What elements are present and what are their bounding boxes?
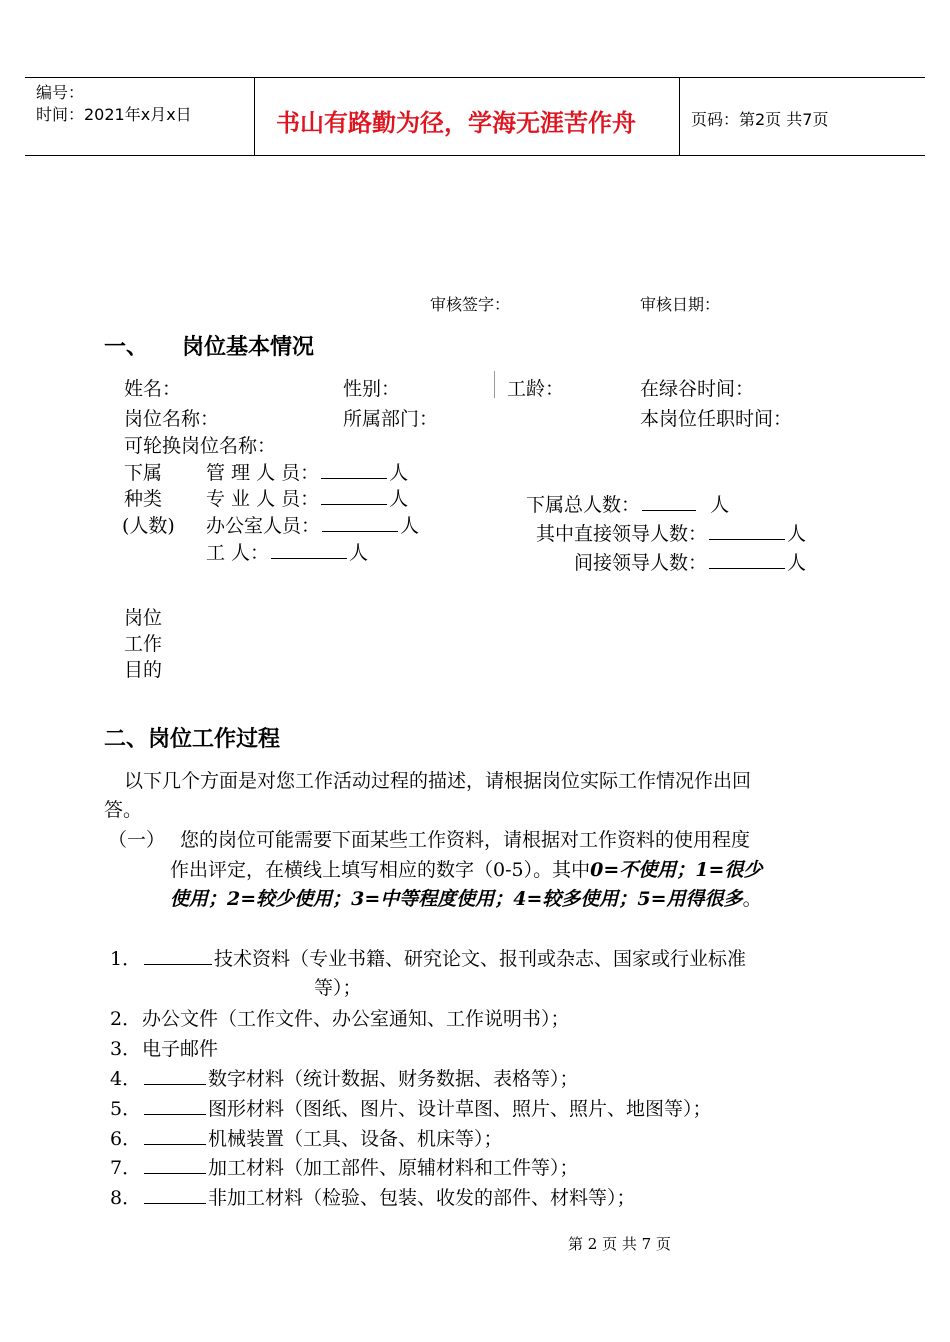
footer-page-number: 第 2 页 共 7 页 — [568, 1235, 671, 1253]
subsection-text-3-row — [170, 884, 762, 911]
professionals-label: 专 业 人 员： — [206, 488, 320, 510]
review-signature-label: 审核签字： — [430, 295, 511, 314]
indirect-row — [574, 548, 806, 575]
subsection-text-1: 您的岗位可能需要下面某些工作资料，请根据对工作资料的使用程度 — [180, 829, 751, 851]
scale-text-1: 0=不使用；1=很少 — [590, 859, 763, 881]
rating-blank-field[interactable] — [144, 1066, 206, 1085]
rating-blank-field[interactable] — [144, 1155, 206, 1174]
workers-count-field[interactable] — [271, 540, 347, 559]
professionals-row — [206, 484, 408, 511]
list-item-text: 机械装置（工具、设备、机床等）； — [208, 1128, 503, 1150]
purpose-label-2: 工作 — [124, 633, 163, 655]
list-item-text: 加工材料（加工部件、原辅材料和工件等）； — [208, 1157, 579, 1179]
list-item — [110, 1094, 712, 1121]
subordinate-label-3: (人数) — [122, 515, 175, 537]
direct-count-field[interactable] — [709, 521, 785, 540]
direct-row — [536, 519, 806, 546]
header-divider-left — [254, 77, 255, 155]
purpose-label-3: 目的 — [124, 659, 163, 681]
list-item-text: 非加工材料（检验、包装、收发的部件、材料等）； — [208, 1187, 636, 1209]
header-number-label: 编号： — [36, 83, 85, 102]
list-item — [110, 1064, 579, 1091]
rating-blank-field[interactable] — [144, 1096, 206, 1115]
purpose-label-1: 岗位 — [124, 607, 163, 629]
section2-title: 二、岗位工作过程 — [104, 727, 281, 752]
rating-blank-field[interactable] — [144, 946, 212, 965]
office-unit: 人 — [400, 515, 420, 537]
total-count-field[interactable] — [642, 492, 696, 511]
gender-label: 性别： — [343, 378, 401, 400]
professionals-unit: 人 — [389, 488, 409, 510]
list-item-text: 数字材料（统计数据、财务数据、表格等）； — [208, 1068, 579, 1090]
list-item — [110, 1034, 218, 1061]
subordinate-label-1: 下属 — [124, 462, 163, 484]
rating-blank-field[interactable] — [144, 1185, 206, 1204]
subordinate-label-2: 种类 — [124, 488, 163, 510]
header-divider-right — [679, 77, 680, 155]
list-item-text: 图形材料（图纸、图片、设计草图、照片、照片、地图等）； — [208, 1098, 712, 1120]
rating-blank-field[interactable] — [144, 1126, 206, 1145]
indirect-unit: 人 — [787, 552, 807, 574]
subsection-text-2-row — [170, 855, 762, 882]
list-item-continuation: 等）； — [314, 977, 362, 999]
list-item — [110, 1004, 570, 1031]
indirect-count-field[interactable] — [709, 550, 785, 569]
direct-unit: 人 — [787, 523, 807, 545]
list-item-number: 6． — [110, 1128, 142, 1150]
department-label: 所属部门： — [343, 408, 439, 430]
name-label: 姓名： — [124, 378, 182, 400]
list-item-number: 4． — [110, 1068, 142, 1090]
workers-label: 工 人： — [206, 542, 270, 564]
section1-number: 一、 — [104, 335, 149, 360]
list-item-number: 8． — [110, 1187, 142, 1209]
subsection-number: （一） — [108, 829, 166, 851]
section1-title: 岗位基本情况 — [182, 335, 315, 360]
total-row — [526, 490, 729, 517]
office-row — [206, 511, 419, 538]
section2-intro-2: 答。 — [104, 799, 143, 821]
managers-count-field[interactable] — [321, 460, 387, 479]
list-item-number: 2． — [110, 1008, 142, 1030]
managers-label: 管 理 人 员： — [206, 462, 320, 484]
list-item — [110, 944, 746, 971]
list-item — [110, 1153, 579, 1180]
section2-intro-1: 以下几个方面是对您工作活动过程的描述，请根据岗位实际工作情况作出回 — [124, 770, 752, 792]
list-item-number: 3． — [110, 1038, 142, 1060]
total-label: 下属总人数： — [526, 494, 641, 516]
rotation-label: 可轮换岗位名称： — [124, 435, 277, 457]
header-time-label: 时间：2021年x月x日 — [36, 105, 192, 124]
indirect-label: 间接领导人数： — [574, 552, 708, 574]
scale-text-2: 使用；2=较少使用；3=中等程度使用；4=较多使用；5=用得很多 — [170, 888, 743, 910]
workers-row — [206, 538, 368, 565]
list-item-number: 7． — [110, 1157, 142, 1179]
position-label: 岗位名称： — [124, 408, 220, 430]
list-item-number: 5． — [110, 1098, 142, 1120]
office-label: 办公室人员： — [206, 515, 321, 537]
header-motto: 书山有路勤为径，学海无涯苦作舟 — [276, 108, 636, 137]
total-unit: 人 — [710, 494, 730, 516]
list-item-text: 技术资料（专业书籍、研究论文、报刊或杂志、国家或行业标准 — [214, 948, 747, 970]
list-item-text: 电子邮件 — [142, 1038, 219, 1060]
managers-unit: 人 — [389, 462, 409, 484]
subsection-text-2: 作出评定，在横线上填写相应的数字（0-5）。其中 — [170, 859, 591, 881]
list-item-number: 1． — [110, 948, 142, 970]
office-count-field[interactable] — [322, 513, 398, 532]
list-item — [110, 1183, 636, 1210]
direct-label: 其中直接领导人数： — [536, 523, 708, 545]
header-bottom-rule — [25, 155, 925, 156]
list-item — [110, 1124, 503, 1151]
review-date-label: 审核日期： — [640, 295, 721, 314]
header-top-rule — [25, 77, 925, 78]
list-item-text: 办公文件（工作文件、办公室通知、工作说明书）； — [142, 1008, 570, 1030]
professionals-count-field[interactable] — [321, 486, 387, 505]
field-divider — [494, 371, 495, 398]
header-page-info: 页码：第2页 共7页 — [691, 110, 829, 129]
workers-unit: 人 — [349, 542, 369, 564]
scale-period: 。 — [742, 888, 762, 910]
seniority-label: 工龄： — [507, 378, 565, 400]
tenure-label: 本岗位任职时间： — [640, 408, 793, 430]
managers-row — [206, 458, 408, 485]
company-time-label: 在绿谷时间： — [640, 378, 755, 400]
